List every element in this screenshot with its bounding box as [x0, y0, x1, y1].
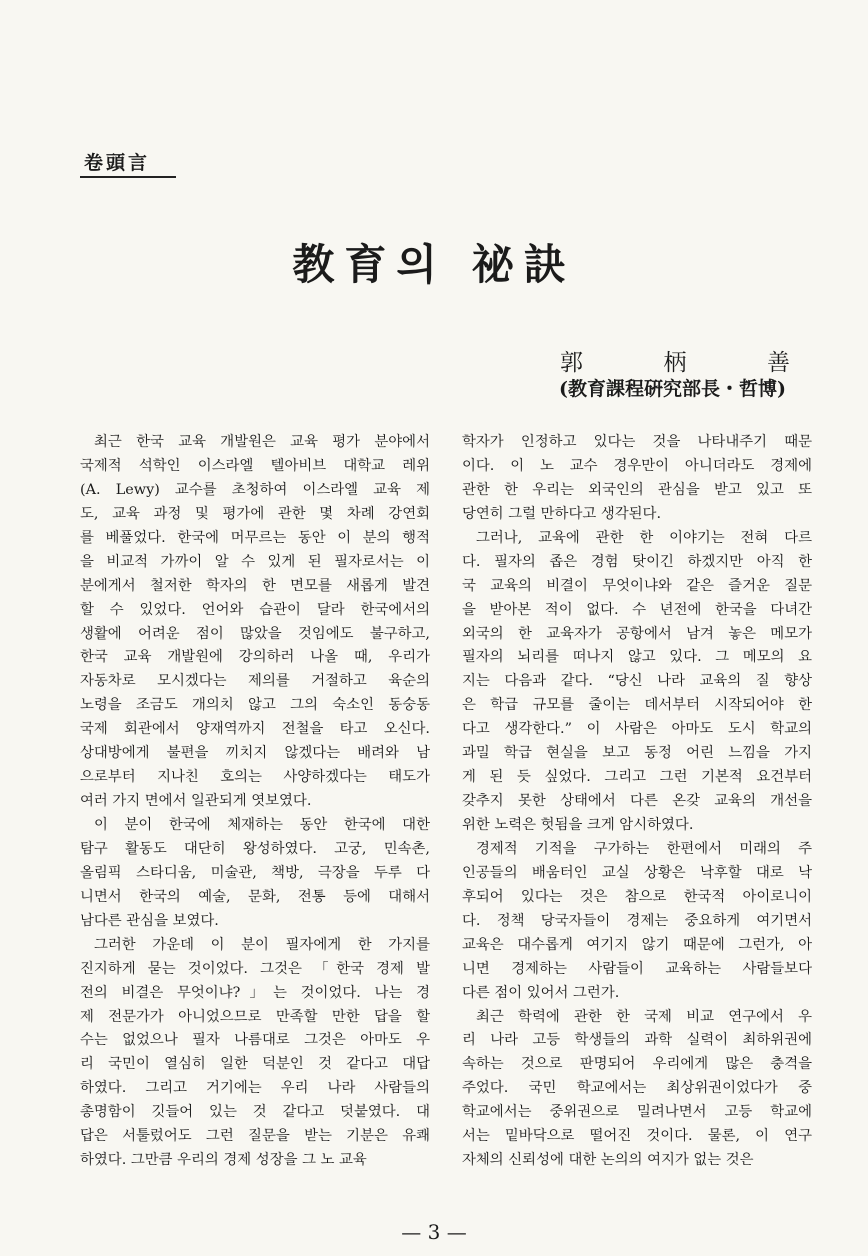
text-line: 도, 교육 과정 및 평가에 관한 몇 차례 강연회: [80, 505, 430, 522]
text-line: 하였다. 그만큼 우리의 경제 성장을 그 노 교육: [80, 1152, 367, 1169]
text-line: 자체의 신뢰성에 대한 논의의 여지가 없는 것은: [462, 1152, 754, 1169]
text-line: 최근 한국 교육 개발원은 교육 평가 분야에서: [94, 434, 430, 450]
text-line: 를 베풀었다. 한국에 머무르는 동안 이 분의 행적: [80, 529, 430, 546]
text-line: 제 전문가가 아니었으므로 만족할 만한 답을 할: [80, 1008, 430, 1025]
text-line: 최근 학력에 관한 한 국제 비교 연구에서 우: [476, 1008, 812, 1025]
text-line: 진지하게 묻는 것이었다. 그것은 「한국 경제 발: [80, 960, 430, 977]
text-line: 과밀 학급 현실을 보고 동정 어린 느낌을 가지: [462, 745, 812, 762]
section-label: 卷頭言: [84, 152, 151, 174]
text-line: 을 비교적 가까이 알 수 있게 된 필자로서는 이: [80, 553, 430, 570]
page-number: — 3 —: [401, 1220, 467, 1244]
text-line: 속하는 것으로 판명되어 우리에게 많은 충격을: [462, 1056, 812, 1073]
text-line: 여러 가지 면에서 일관되게 엿보였다.: [80, 793, 312, 810]
text-line: 관한 한 우리는 외국인의 관심을 받고 있고 또: [462, 481, 812, 498]
text-line: 갖추지 못한 상태에서 다른 온갖 교육의 개선을: [462, 793, 812, 810]
text-line: 지는 다음과 같다. “당신 나라 교육의 질 향상: [462, 673, 812, 690]
text-line: 이다. 이 노 교수 경우만이 아니더라도 경제에: [462, 457, 812, 474]
text-line: 탐구 활동도 대단히 왕성하였다. 고궁, 민속촌,: [80, 840, 430, 857]
author-affiliation: (教育課程硏究部長・哲博): [559, 378, 786, 400]
text-line: 국 교육의 비결이 무엇이냐와 같은 즐거운 질문: [462, 577, 812, 594]
text-line: 경제적 기적을 구가하는 한편에서 미래의 주: [476, 840, 812, 857]
text-line: 필자의 뇌리를 떠나지 않고 있다. 그 메모의 요: [462, 649, 812, 666]
text-line: 리 나라 고등 학생들의 과학 실력이 최하위권에: [462, 1032, 812, 1049]
text-line: 올림픽 스타디움, 미술관, 책방, 극장을 두루 다: [80, 864, 430, 881]
text-line: 은 학급 규모를 줄이는 데서부터 시작되어야 한: [462, 697, 812, 714]
right-text-column: [462, 431, 812, 1173]
text-line: 다. 정책 당국자들이 경제는 중요하게 여기면서: [462, 912, 812, 929]
author-name: [560, 344, 790, 377]
text-line: 외국의 한 교육자가 공항에서 남겨 놓은 메모가: [462, 625, 812, 642]
text-line: 분에게서 철저한 학자의 한 면모를 새롭게 발견: [80, 577, 430, 594]
text-line: 수는 없었으나 필자 나름대로 그것은 아마도 우: [80, 1032, 430, 1049]
text-line: 위한 노력은 헛됨을 크게 암시하였다.: [462, 817, 694, 833]
text-line: 다. 필자의 좁은 경험 탓이긴 하겠지만 아직 한: [462, 553, 812, 570]
text-line: 학자가 인정하고 있다는 것을 나타내주기 때문: [462, 434, 812, 450]
text-line: 할 수 있었다. 언어와 습관이 달라 한국에서의: [80, 601, 430, 618]
text-line: 서는 밑바닥으로 떨어진 것이다. 물론, 이 연구: [462, 1128, 812, 1145]
author-char: 善: [767, 350, 790, 376]
text-line: 니면서 한국의 예술, 문화, 전통 등에 대해서: [80, 888, 430, 905]
text-line: 총명함이 깃들어 있는 것 같다고 덧붙였다. 대: [80, 1104, 430, 1121]
text-line: 교육은 대수롭게 여기지 않기 때문에 그런가, 아: [462, 936, 812, 953]
text-line: 노령을 조금도 개의치 않고 그의 숙소인 동숭동: [80, 697, 430, 714]
text-line: 상대방에게 불편을 끼치지 않겠다는 배려와 남: [80, 745, 430, 762]
left-text-column: [80, 431, 430, 1173]
text-line: 리 국민이 열심히 일한 덕분인 것 같다고 대답: [80, 1056, 430, 1073]
text-line: 자동차로 모시겠다는 제의를 거절하고 육순의: [80, 673, 430, 690]
text-line: 전의 비결은 무엇이냐?」는 것이었다. 나는 경: [80, 984, 430, 1001]
text-line: 으로부터 지나친 호의는 사양하겠다는 태도가: [80, 769, 430, 786]
text-line: 주었다. 국민 학교에서는 최상위권이었다가 중: [462, 1080, 812, 1097]
author-char: 柄: [663, 350, 687, 376]
text-line: 니면 경제하는 사람들이 교육하는 사람들보다: [462, 960, 812, 977]
text-line: 이 분이 한국에 체재하는 동안 한국에 대한: [94, 817, 430, 833]
section-underline: [80, 176, 176, 178]
text-line: 다른 점이 있어서 그런가.: [462, 984, 620, 1001]
author-char: 郭: [560, 350, 583, 376]
text-line: 그러나, 교육에 관한 한 이야기는 전혀 다르: [476, 529, 812, 546]
text-line: 당연히 그럴 만하다고 생각된다.: [462, 505, 662, 522]
text-line: 인공들의 배움터인 교실 상황은 낙후할 대로 낙: [462, 864, 812, 881]
text-line: 다고 생각한다.” 이 사람은 아마도 도시 학교의: [462, 721, 812, 738]
text-line: 국제 회관에서 양재역까지 전철을 타고 오신다.: [80, 721, 430, 738]
text-line: 하였다. 그리고 거기에는 우리 나라 사람들의: [80, 1080, 430, 1097]
text-line: 한국 교육 개발원에 강의하러 나올 때, 우리가: [80, 649, 430, 666]
text-line: 생활에 어려운 점이 많았을 것임에도 불구하고,: [80, 625, 430, 642]
text-line: 국제적 석학인 이스라엘 텔아비브 대학교 레위: [80, 457, 430, 474]
text-line: (A. Lewy) 교수를 초청하여 이스라엘 교육 제: [80, 481, 430, 498]
text-line: 을 받아본 적이 없다. 수 년전에 한국을 다녀간: [462, 601, 812, 618]
text-line: 답은 서툴렀어도 그런 질문을 받는 기분은 유쾌: [80, 1128, 430, 1145]
text-line: 남다른 관심을 보였다.: [80, 912, 219, 929]
text-line: 그러한 가운데 이 분이 필자에게 한 가지를: [94, 936, 430, 953]
page-title: 教育의 祕訣: [292, 240, 576, 289]
text-line: 학교에서는 중위권으로 밀려나면서 고등 학교에: [462, 1104, 812, 1121]
text-line: 게 된 듯 싶었다. 그리고 그런 기본적 요건부터: [462, 769, 812, 786]
text-line: 후되어 있다는 것은 참으로 한국적 아이로니이: [462, 888, 812, 905]
